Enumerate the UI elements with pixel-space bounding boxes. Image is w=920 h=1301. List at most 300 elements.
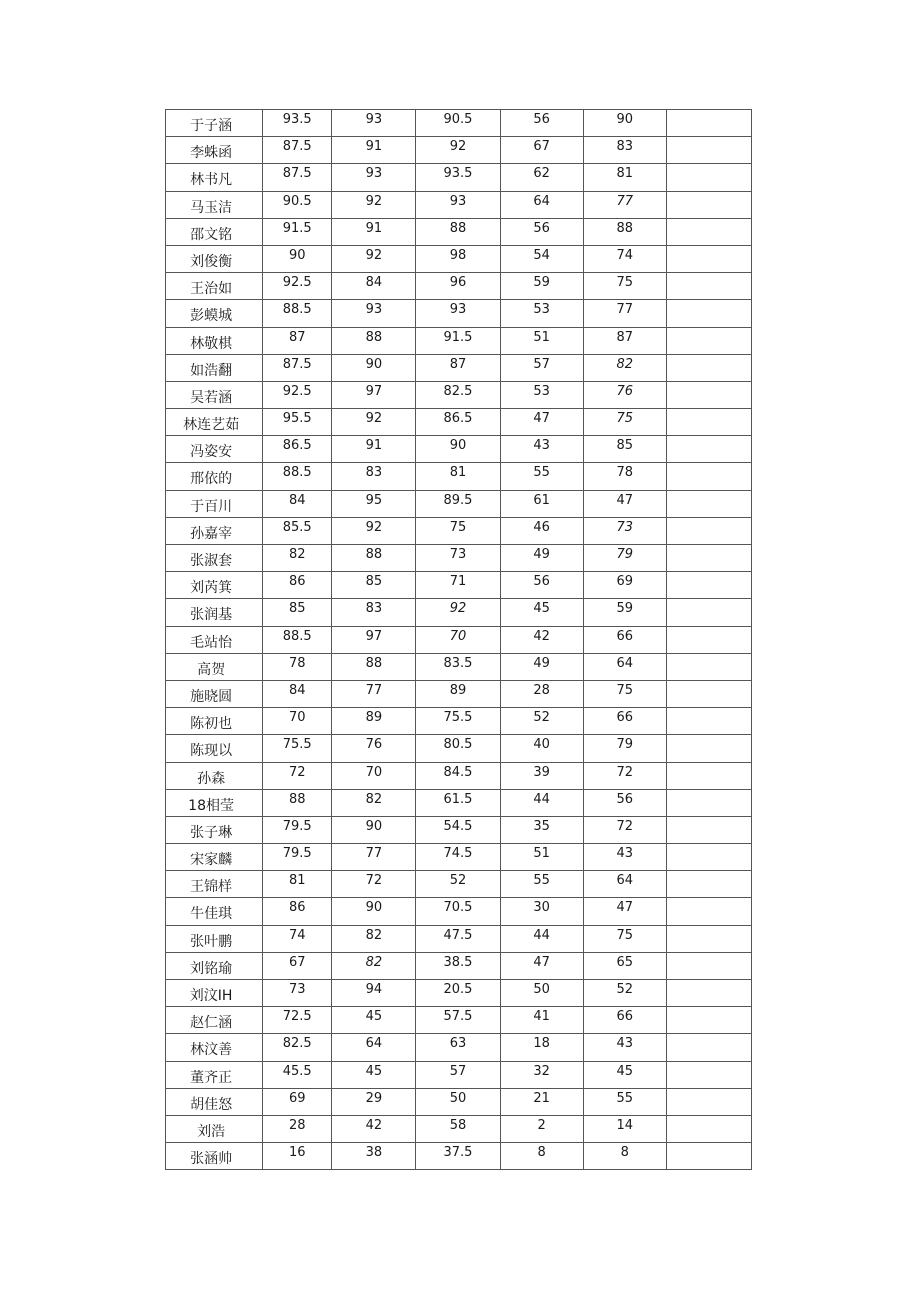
score-cell: 45 [583, 1061, 666, 1088]
score-cell: 55 [583, 1088, 666, 1115]
score-cell: 91 [332, 436, 416, 463]
score-cell: 92 [332, 191, 416, 218]
blank-cell [666, 789, 751, 816]
student-name-cell: 彭蟆城 [166, 300, 263, 327]
table-row [166, 463, 752, 490]
score-cell: 46 [500, 517, 583, 544]
score-cell: 75.5 [416, 708, 500, 735]
score-cell: 90 [332, 354, 416, 381]
score-cell: 72 [583, 816, 666, 843]
blank-cell [666, 218, 751, 245]
score-cell: 47 [583, 490, 666, 517]
student-name-cell: 张叶鹏 [166, 925, 263, 952]
score-cell: 79.5 [263, 816, 332, 843]
table-row [166, 517, 752, 544]
score-cell: 20.5 [416, 980, 500, 1007]
table-row [166, 245, 752, 272]
score-cell: 77 [332, 680, 416, 707]
blank-cell [666, 164, 751, 191]
student-name-cell: 牛佳琪 [166, 898, 263, 925]
score-cell: 86 [263, 572, 332, 599]
score-cell: 84 [332, 273, 416, 300]
score-cell: 82.5 [263, 1034, 332, 1061]
score-cell: 83 [332, 599, 416, 626]
blank-cell [666, 898, 751, 925]
blank-cell [666, 1088, 751, 1115]
score-cell: 79 [583, 735, 666, 762]
blank-cell [666, 762, 751, 789]
table-row [166, 436, 752, 463]
score-cell: 32 [500, 1061, 583, 1088]
score-cell: 75 [583, 273, 666, 300]
score-cell: 64 [583, 653, 666, 680]
score-cell: 57 [416, 1061, 500, 1088]
score-cell: 92 [416, 599, 500, 626]
score-cell: 72.5 [263, 1007, 332, 1034]
score-cell: 14 [583, 1115, 666, 1142]
score-cell: 92 [332, 409, 416, 436]
score-cell: 63 [416, 1034, 500, 1061]
score-cell: 70.5 [416, 898, 500, 925]
score-cell: 92 [332, 517, 416, 544]
blank-cell [666, 517, 751, 544]
blank-cell [666, 653, 751, 680]
score-cell: 72 [263, 762, 332, 789]
score-cell: 87.5 [263, 137, 332, 164]
score-cell: 93.5 [263, 110, 332, 137]
blank-cell [666, 409, 751, 436]
blank-cell [666, 626, 751, 653]
score-cell: 18 [500, 1034, 583, 1061]
table-row [166, 898, 752, 925]
table-row [166, 1115, 752, 1142]
table-row [166, 980, 752, 1007]
score-cell: 64 [332, 1034, 416, 1061]
table-row [166, 381, 752, 408]
score-cell: 74.5 [416, 844, 500, 871]
score-cell: 90 [263, 245, 332, 272]
score-cell: 86.5 [416, 409, 500, 436]
score-cell: 92.5 [263, 381, 332, 408]
score-cell: 55 [500, 871, 583, 898]
score-cell: 88.5 [263, 300, 332, 327]
student-name-cell: 王锦样 [166, 871, 263, 898]
score-cell: 47 [583, 898, 666, 925]
blank-cell [666, 871, 751, 898]
score-cell: 73 [416, 545, 500, 572]
score-cell: 84 [263, 680, 332, 707]
score-cell: 61 [500, 490, 583, 517]
blank-cell [666, 1061, 751, 1088]
score-cell: 69 [263, 1088, 332, 1115]
table-row [166, 409, 752, 436]
score-cell: 50 [416, 1088, 500, 1115]
blank-cell [666, 680, 751, 707]
score-cell: 47 [500, 409, 583, 436]
score-cell: 75 [583, 925, 666, 952]
score-cell: 16 [263, 1143, 332, 1170]
score-cell: 89.5 [416, 490, 500, 517]
score-cell: 90 [332, 816, 416, 843]
blank-cell [666, 844, 751, 871]
score-cell: 85 [263, 599, 332, 626]
score-cell: 90.5 [263, 191, 332, 218]
score-cell: 62 [500, 164, 583, 191]
table-row [166, 327, 752, 354]
score-cell: 29 [332, 1088, 416, 1115]
score-cell: 59 [500, 273, 583, 300]
score-cell: 28 [500, 680, 583, 707]
table-row [166, 300, 752, 327]
score-cell: 82 [332, 952, 416, 979]
table-row [166, 789, 752, 816]
student-name-cell: 张润基 [166, 599, 263, 626]
score-cell: 70 [332, 762, 416, 789]
table-row [166, 545, 752, 572]
student-name-cell: 李蛛函 [166, 137, 263, 164]
score-cell: 47.5 [416, 925, 500, 952]
score-cell: 86.5 [263, 436, 332, 463]
score-cell: 65 [583, 952, 666, 979]
student-name-cell: 林书凡 [166, 164, 263, 191]
score-cell: 45 [332, 1007, 416, 1034]
score-cell: 55 [500, 463, 583, 490]
score-cell: 8 [500, 1143, 583, 1170]
score-cell: 87 [583, 327, 666, 354]
table-row [166, 762, 752, 789]
table-row [166, 1088, 752, 1115]
student-name-cell: 王治如 [166, 273, 263, 300]
blank-cell [666, 137, 751, 164]
table-row [166, 816, 752, 843]
student-name-cell: 孙森 [166, 762, 263, 789]
blank-cell [666, 816, 751, 843]
table-row [166, 354, 752, 381]
score-cell: 82 [583, 354, 666, 381]
score-cell: 83.5 [416, 653, 500, 680]
blank-cell [666, 354, 751, 381]
score-cell: 44 [500, 925, 583, 952]
score-cell: 78 [263, 653, 332, 680]
score-cell: 83 [332, 463, 416, 490]
score-cell: 90 [332, 898, 416, 925]
score-cell: 47 [500, 952, 583, 979]
score-cell: 69 [583, 572, 666, 599]
score-cell: 42 [332, 1115, 416, 1142]
score-cell: 88 [263, 789, 332, 816]
blank-cell [666, 925, 751, 952]
table-row [166, 952, 752, 979]
score-cell: 38 [332, 1143, 416, 1170]
student-name-cell: 陈初也 [166, 708, 263, 735]
score-cell: 82 [332, 789, 416, 816]
blank-cell [666, 1115, 751, 1142]
table-row [166, 925, 752, 952]
blank-cell [666, 708, 751, 735]
score-cell: 57 [500, 354, 583, 381]
score-cell: 77 [332, 844, 416, 871]
blank-cell [666, 327, 751, 354]
score-cell: 49 [500, 545, 583, 572]
score-cell: 35 [500, 816, 583, 843]
score-cell: 87.5 [263, 164, 332, 191]
score-cell: 81 [263, 871, 332, 898]
score-cell: 75 [583, 680, 666, 707]
table-row [166, 164, 752, 191]
score-cell: 28 [263, 1115, 332, 1142]
score-cell: 64 [583, 871, 666, 898]
score-cell: 45 [500, 599, 583, 626]
table-row [166, 1143, 752, 1170]
score-cell: 95 [332, 490, 416, 517]
score-cell: 67 [500, 137, 583, 164]
blank-cell [666, 599, 751, 626]
score-cell: 59 [583, 599, 666, 626]
score-cell: 67 [263, 952, 332, 979]
score-cell: 57.5 [416, 1007, 500, 1034]
score-cell: 71 [416, 572, 500, 599]
table-row [166, 871, 752, 898]
student-name-cell: 胡佳怒 [166, 1088, 263, 1115]
student-name-cell: 刘汶IH [166, 980, 263, 1007]
score-cell: 56 [500, 218, 583, 245]
student-name-cell: 邵文铭 [166, 218, 263, 245]
table-row [166, 653, 752, 680]
score-cell: 94 [332, 980, 416, 1007]
student-name-cell: 马玉洁 [166, 191, 263, 218]
score-cell: 58 [416, 1115, 500, 1142]
score-cell: 77 [583, 300, 666, 327]
score-cell: 88 [583, 218, 666, 245]
student-name-cell: 如浩翻 [166, 354, 263, 381]
student-name-cell: 张子琳 [166, 816, 263, 843]
table-row [166, 110, 752, 137]
score-cell: 42 [500, 626, 583, 653]
score-cell: 82 [263, 545, 332, 572]
blank-cell [666, 463, 751, 490]
score-cell: 75 [583, 409, 666, 436]
score-cell: 75.5 [263, 735, 332, 762]
score-cell: 66 [583, 626, 666, 653]
student-name-cell: 吴若涵 [166, 381, 263, 408]
score-cell: 39 [500, 762, 583, 789]
score-cell: 98 [416, 245, 500, 272]
table-row [166, 735, 752, 762]
table-row [166, 680, 752, 707]
score-cell: 50 [500, 980, 583, 1007]
student-name-cell: 刘铭瑜 [166, 952, 263, 979]
score-cell: 79.5 [263, 844, 332, 871]
score-cell: 73 [263, 980, 332, 1007]
student-name-cell: 林汶善 [166, 1034, 263, 1061]
student-name-cell: 孙嘉宰 [166, 517, 263, 544]
table-row [166, 191, 752, 218]
blank-cell [666, 735, 751, 762]
score-cell: 72 [332, 871, 416, 898]
student-name-cell: 18相莹 [166, 789, 263, 816]
score-cell: 88 [332, 545, 416, 572]
score-cell: 53 [500, 381, 583, 408]
table-row [166, 844, 752, 871]
score-cell: 66 [583, 708, 666, 735]
score-cell: 37.5 [416, 1143, 500, 1170]
score-cell: 90 [583, 110, 666, 137]
score-cell: 74 [263, 925, 332, 952]
table-row [166, 1061, 752, 1088]
student-name-cell: 刘浩 [166, 1115, 263, 1142]
score-cell: 79 [583, 545, 666, 572]
blank-cell [666, 490, 751, 517]
score-cell: 52 [416, 871, 500, 898]
score-cell: 21 [500, 1088, 583, 1115]
score-cell: 70 [416, 626, 500, 653]
score-cell: 93 [416, 191, 500, 218]
score-cell: 90 [416, 436, 500, 463]
blank-cell [666, 952, 751, 979]
score-cell: 88.5 [263, 463, 332, 490]
score-cell: 49 [500, 653, 583, 680]
score-cell: 56 [500, 110, 583, 137]
score-cell: 82.5 [416, 381, 500, 408]
score-cell: 92 [416, 137, 500, 164]
student-name-cell: 邢依的 [166, 463, 263, 490]
score-cell: 43 [500, 436, 583, 463]
score-cell: 95.5 [263, 409, 332, 436]
score-cell: 66 [583, 1007, 666, 1034]
score-table [165, 109, 752, 1170]
score-cell: 56 [500, 572, 583, 599]
score-cell: 75 [416, 517, 500, 544]
score-cell: 85 [583, 436, 666, 463]
score-cell: 44 [500, 789, 583, 816]
score-cell: 88 [416, 218, 500, 245]
score-cell: 93.5 [416, 164, 500, 191]
score-cell: 91.5 [416, 327, 500, 354]
score-cell: 96 [416, 273, 500, 300]
score-cell: 84 [263, 490, 332, 517]
score-cell: 78 [583, 463, 666, 490]
student-name-cell: 施晓圆 [166, 680, 263, 707]
score-cell: 84.5 [416, 762, 500, 789]
score-cell: 72 [583, 762, 666, 789]
score-cell: 74 [583, 245, 666, 272]
score-cell: 70 [263, 708, 332, 735]
score-cell: 61.5 [416, 789, 500, 816]
blank-cell [666, 436, 751, 463]
score-cell: 85.5 [263, 517, 332, 544]
table-row [166, 599, 752, 626]
score-cell: 86 [263, 898, 332, 925]
table-row [166, 218, 752, 245]
score-cell: 8 [583, 1143, 666, 1170]
score-cell: 82 [332, 925, 416, 952]
score-cell: 97 [332, 381, 416, 408]
score-cell: 93 [332, 300, 416, 327]
table-row [166, 572, 752, 599]
blank-cell [666, 245, 751, 272]
student-name-cell: 高贺 [166, 653, 263, 680]
score-cell: 45.5 [263, 1061, 332, 1088]
student-name-cell: 刘芮箕 [166, 572, 263, 599]
blank-cell [666, 300, 751, 327]
student-name-cell: 刘俊衡 [166, 245, 263, 272]
score-cell: 52 [500, 708, 583, 735]
score-cell: 92 [332, 245, 416, 272]
score-cell: 54.5 [416, 816, 500, 843]
score-cell: 73 [583, 517, 666, 544]
score-cell: 85 [332, 572, 416, 599]
student-name-cell: 董齐正 [166, 1061, 263, 1088]
table-row [166, 273, 752, 300]
score-cell: 56 [583, 789, 666, 816]
score-cell: 30 [500, 898, 583, 925]
score-cell: 88 [332, 653, 416, 680]
student-name-cell: 赵仁涵 [166, 1007, 263, 1034]
score-cell: 93 [416, 300, 500, 327]
score-cell: 93 [332, 164, 416, 191]
blank-cell [666, 191, 751, 218]
blank-cell [666, 381, 751, 408]
score-cell: 80.5 [416, 735, 500, 762]
table-row [166, 1034, 752, 1061]
student-name-cell: 毛站怡 [166, 626, 263, 653]
student-name-cell: 宋家麟 [166, 844, 263, 871]
blank-cell [666, 545, 751, 572]
score-cell: 53 [500, 300, 583, 327]
blank-cell [666, 980, 751, 1007]
score-cell: 45 [332, 1061, 416, 1088]
blank-cell [666, 1034, 751, 1061]
student-name-cell: 冯姿安 [166, 436, 263, 463]
score-cell: 76 [332, 735, 416, 762]
score-cell: 43 [583, 844, 666, 871]
table-row [166, 626, 752, 653]
table-row [166, 490, 752, 517]
score-cell: 51 [500, 844, 583, 871]
blank-cell [666, 273, 751, 300]
score-cell: 81 [583, 164, 666, 191]
student-name-cell: 于子涵 [166, 110, 263, 137]
score-cell: 38.5 [416, 952, 500, 979]
score-cell: 77 [583, 191, 666, 218]
score-cell: 93 [332, 110, 416, 137]
table-row [166, 1007, 752, 1034]
score-cell: 90.5 [416, 110, 500, 137]
score-cell: 89 [416, 680, 500, 707]
score-cell: 64 [500, 191, 583, 218]
blank-cell [666, 110, 751, 137]
score-cell: 97 [332, 626, 416, 653]
score-cell: 87.5 [263, 354, 332, 381]
score-cell: 91 [332, 137, 416, 164]
score-cell: 41 [500, 1007, 583, 1034]
score-cell: 83 [583, 137, 666, 164]
score-cell: 81 [416, 463, 500, 490]
score-cell: 40 [500, 735, 583, 762]
score-cell: 43 [583, 1034, 666, 1061]
blank-cell [666, 572, 751, 599]
blank-cell [666, 1007, 751, 1034]
score-cell: 87 [416, 354, 500, 381]
score-cell: 88 [332, 327, 416, 354]
score-cell: 76 [583, 381, 666, 408]
student-name-cell: 张淑套 [166, 545, 263, 572]
score-cell: 2 [500, 1115, 583, 1142]
student-name-cell: 张涵帅 [166, 1143, 263, 1170]
score-cell: 88.5 [263, 626, 332, 653]
student-name-cell: 林敬棋 [166, 327, 263, 354]
score-cell: 92.5 [263, 273, 332, 300]
